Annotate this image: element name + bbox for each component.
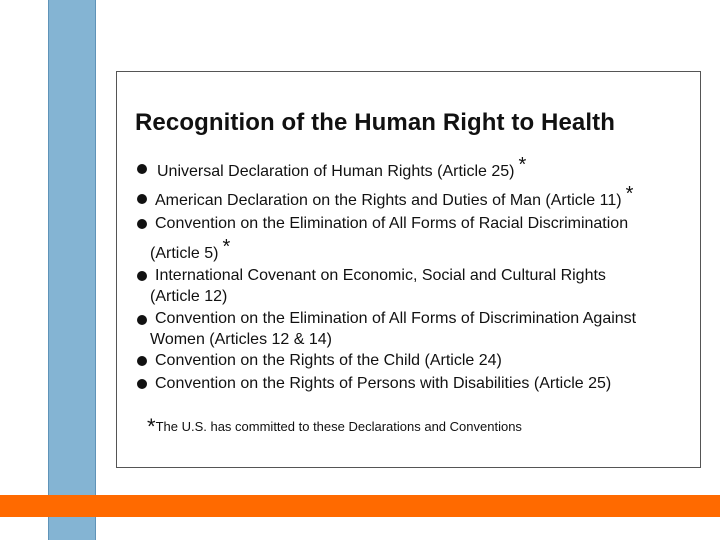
bullet-icon (137, 379, 147, 389)
list-item-text: Convention on the Rights of Persons with Disabilities (Article 25) (155, 375, 612, 392)
asterisk-marker: * (518, 154, 527, 176)
list-item-continuation (150, 287, 227, 307)
footnote-text: The U.S. has committed to these Declarations and Conventions (155, 419, 522, 434)
list-item-text: Convention on the Elimination of All Forms of Discrimination Against (155, 310, 637, 327)
side-accent-bar (48, 0, 96, 540)
bullet-icon (137, 315, 147, 325)
list-item (157, 154, 527, 182)
asterisk-marker: * (147, 414, 156, 439)
list-item (155, 351, 502, 371)
list-item (155, 374, 611, 394)
footnote (147, 414, 522, 444)
asterisk-marker: * (222, 236, 231, 258)
asterisk-marker: * (625, 183, 634, 205)
list-item-text: (Article 5) (150, 245, 219, 262)
bottom-accent-bar (0, 495, 720, 517)
list-item-text: Convention on the Elimination of All Forms of Racial Discrimination (155, 215, 629, 232)
bullet-icon (137, 219, 147, 229)
list-item-text: (Article 12) (150, 288, 228, 305)
list-item-continuation (150, 236, 231, 264)
list-item (155, 214, 628, 234)
list-item (155, 309, 636, 329)
bullet-icon (137, 356, 147, 366)
list-item-text: Universal Declaration of Human Rights (Article 25) (157, 163, 515, 180)
list-item-text: Convention on the Rights of the Child (Article 24) (155, 352, 502, 369)
list-item (155, 266, 606, 286)
list-item-continuation (150, 330, 332, 350)
bullet-icon (137, 164, 147, 174)
list-item-text: Women (Articles 12 & 14) (150, 331, 332, 348)
list-item (155, 183, 634, 211)
list-item-text: International Covenant on Economic, Social and Cultural Rights (155, 267, 606, 284)
bullet-icon (137, 271, 147, 281)
bullet-icon (137, 194, 147, 204)
list-item-text: American Declaration on the Rights and Duties of Man (Article 11) (155, 192, 622, 209)
slide-title: Recognition of the Human Right to Health (135, 109, 615, 136)
